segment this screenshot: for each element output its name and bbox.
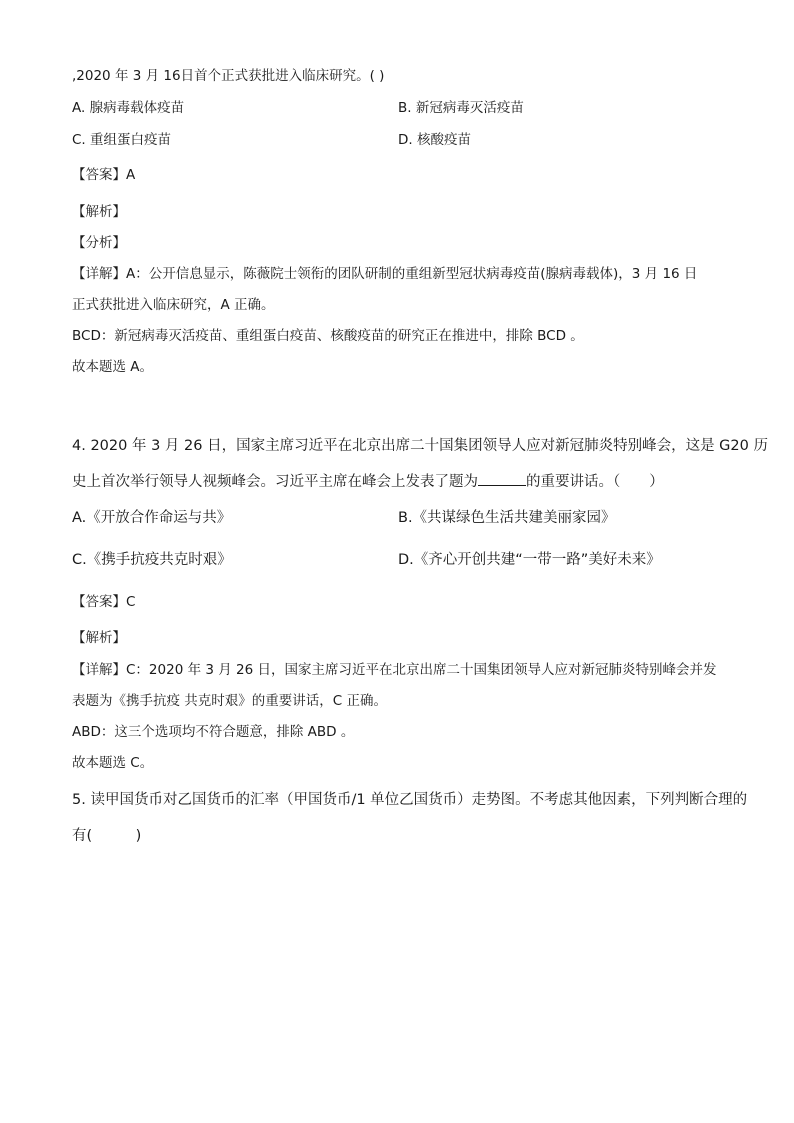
q4-blank xyxy=(478,471,526,486)
q4-detail-line2: 表题为《携手抗疫 共克时艰》的重要讲话，C 正确。 xyxy=(72,693,388,709)
q4-option-c: C.《携手抗疫共克时艰》 xyxy=(72,552,232,568)
q4-option-b: B.《共谋绿色生活共建美丽家园》 xyxy=(398,510,616,526)
q4-stem-line1: 4. 2020 年 3 月 26 日，国家主席习近平在北京出席二十国集团领导人应对新冠肺炎特别峰会，这是 G20 历 xyxy=(72,438,768,454)
q3-option-a: A. 腺病毒载体疫苗 xyxy=(72,100,185,116)
q4-option-a: A.《开放合作命运与共》 xyxy=(72,510,232,526)
q4-detail-line3: ABD：这三个选项均不符合题意，排除 ABD 。 xyxy=(72,724,355,740)
q3-detail-line1: 【详解】A：公开信息显示，陈薇院士领衔的团队研制的重组新型冠状病毒疫苗(腺病毒载体)，3 月 16 日 xyxy=(72,266,698,282)
q5-stem-line1: 5. 读甲国货币对乙国货币的汇率（甲国货币/1 单位乙国货币）走势图。不考虑其他因素，下列判断合理的 xyxy=(72,792,748,808)
q3-detail-line3: BCD：新冠病毒灭活疫苗、重组蛋白疫苗、核酸疫苗的研究正在推进中，排除 BCD 。 xyxy=(72,328,584,344)
q4-answer: 【答案】C xyxy=(72,594,136,610)
q4-stem-line2-post: 的重要讲话。（ ） xyxy=(526,474,664,490)
q3-option-c: C. 重组蛋白疫苗 xyxy=(72,132,172,148)
q4-stem-line2 xyxy=(72,471,664,492)
q4-option-d: D.《齐心开创共建“一带一路”美好未来》 xyxy=(398,552,661,568)
q3-detail-line2: 正式获批进入临床研究，A 正确。 xyxy=(72,297,275,313)
q4-analysis-heading: 【解析】 xyxy=(72,630,126,646)
q3-analysis-heading: 【解析】 xyxy=(72,204,126,220)
q3-option-d: D. 核酸疫苗 xyxy=(398,132,471,148)
q4-stem-line2-pre: 史上首次举行领导人视频峰会。习近平主席在峰会上发表了题为 xyxy=(72,474,478,490)
q4-conclusion: 故本题选 C。 xyxy=(72,755,154,771)
q3-stem-tail: ,2020 年 3 月 16日首个正式获批进入临床研究。( ) xyxy=(72,68,385,84)
q3-option-b: B. 新冠病毒灭活疫苗 xyxy=(398,100,524,116)
q3-conclusion: 故本题选 A。 xyxy=(72,359,154,375)
q3-fenxi-heading: 【分析】 xyxy=(72,235,126,251)
q4-detail-line1: 【详解】C：2020 年 3 月 26 日，国家主席习近平在北京出席二十国集团领导人应对新冠肺炎特别峰会并发 xyxy=(72,662,717,678)
q3-answer: 【答案】A xyxy=(72,167,136,183)
q5-stem-line2: 有( ) xyxy=(72,828,142,844)
